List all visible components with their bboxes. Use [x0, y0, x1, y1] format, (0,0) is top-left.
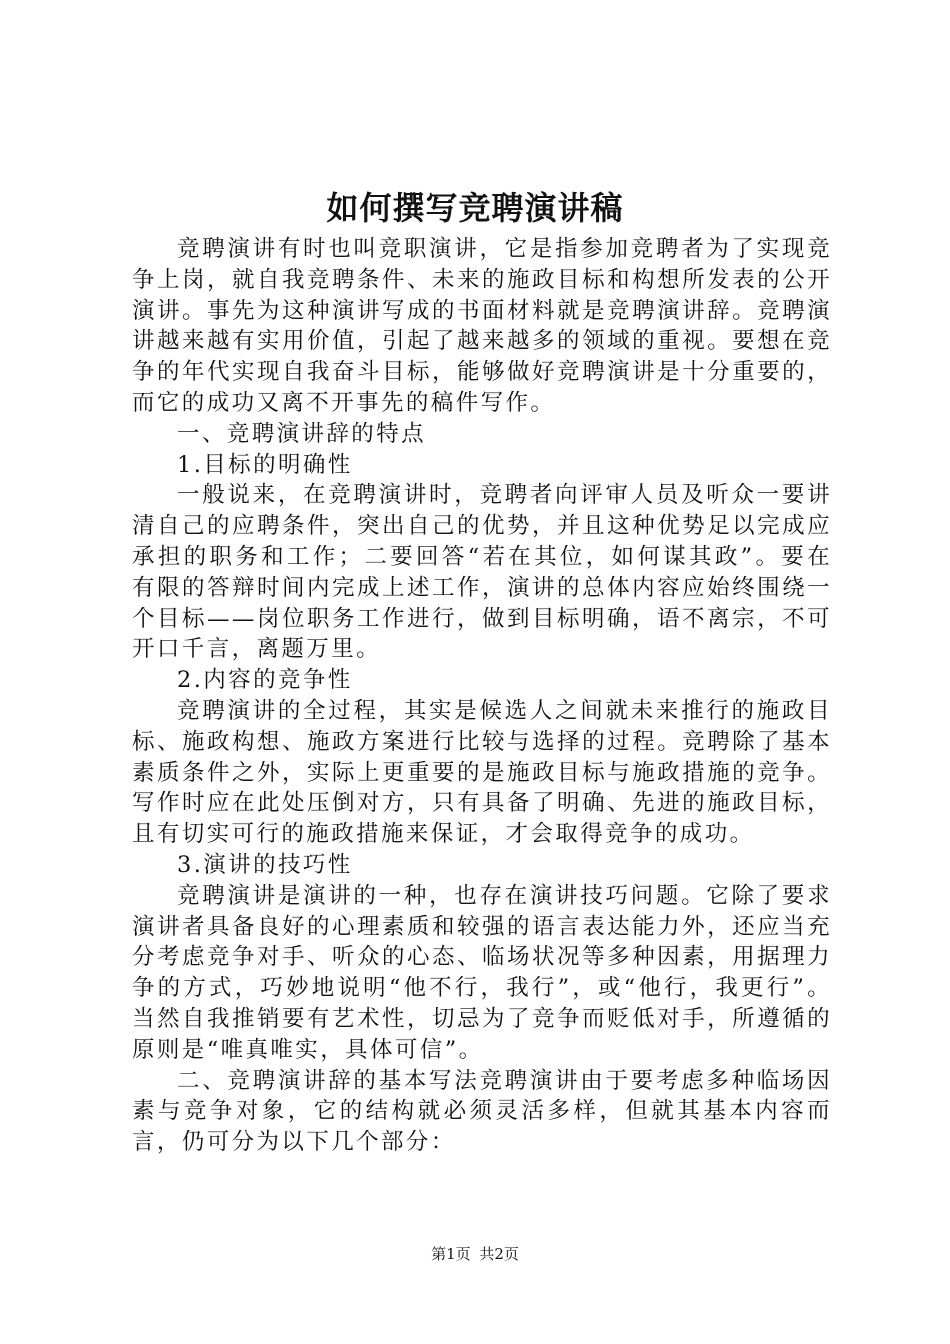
paragraph-content-competitiveness: 竞聘演讲的全过程，其实是候选人之间就未来推行的施政目标、施政构想、施政方案进行比较与选择的过程。竞聘除了基本素质条件之外，实际上更重要的是施政目标与施政措施的竞争。写作时应在此处压倒对方，只有具备了明确、先进的施政目标，且有切实可行的施政措施来保证，才会取得竞争的成功。 [132, 697, 832, 848]
paragraph-speech-skill: 竞聘演讲是演讲的一种，也存在演讲技巧问题。它除了要求演讲者具备良好的心理素质和较强的语言表达能力外，还应当充分考虑竞争对手、听众的心态、临场状况等多种因素，用据理力争的方式，巧妙地说明“他不行，我行”，或“他行，我更行”。当然自我推销要有艺术性，切忌为了竞争而贬低对手，所遵循的原则是“唯真唯实，具体可信”。 [132, 882, 832, 1063]
page-number: 第1页 [431, 1245, 471, 1263]
document-body [132, 234, 832, 1158]
document-title: 如何撰写竞聘演讲稿 [326, 189, 624, 227]
page-footer [0, 1244, 950, 1264]
section-heading-writing-method: 二、竞聘演讲辞的基本写法竞聘演讲由于要考虑多种临场因素与竞争对象，它的结构就必须灵活多样，但就其基本内容而言，仍可分为以下几个部分： [132, 1067, 832, 1156]
section-heading-features: 一、竞聘演讲辞的特点 [177, 420, 427, 447]
subheading-goal-clarity: 1.目标的明确性 [177, 451, 353, 478]
paragraph-goal-clarity: 一般说来，在竞聘演讲时，竞聘者向评审人员及听众一要讲清自己的应聘条件，突出自己的优势，并且这种优势足以完成应承担的职务和工作；二要回答“若在其位，如何谋其政”。要在有限的答辩时间内完成上述工作，演讲的总体内容应始终围绕一个目标——岗位职务工作进行，做到目标明确，语不离宗，不可开口千言，离题万里。 [132, 482, 832, 663]
page-total: 共2页 [479, 1245, 519, 1263]
subheading-speech-skill: 3.演讲的技巧性 [177, 851, 353, 878]
paragraph-intro: 竞聘演讲有时也叫竞职演讲，它是指参加竞聘者为了实现竞争上岗，就自我竞聘条件、未来的施政目标和构想所发表的公开演讲。事先为这种演讲写成的书面材料就是竞聘演讲辞。竞聘演讲越来越有实用价值，引起了越来越多的领域的重视。要想在竞争的年代实现自我奋斗目标，能够做好竞聘演讲是十分重要的，而它的成功又离不开事先的稿件写作。 [132, 236, 832, 416]
subheading-content-competitiveness: 2.内容的竞争性 [177, 667, 353, 694]
